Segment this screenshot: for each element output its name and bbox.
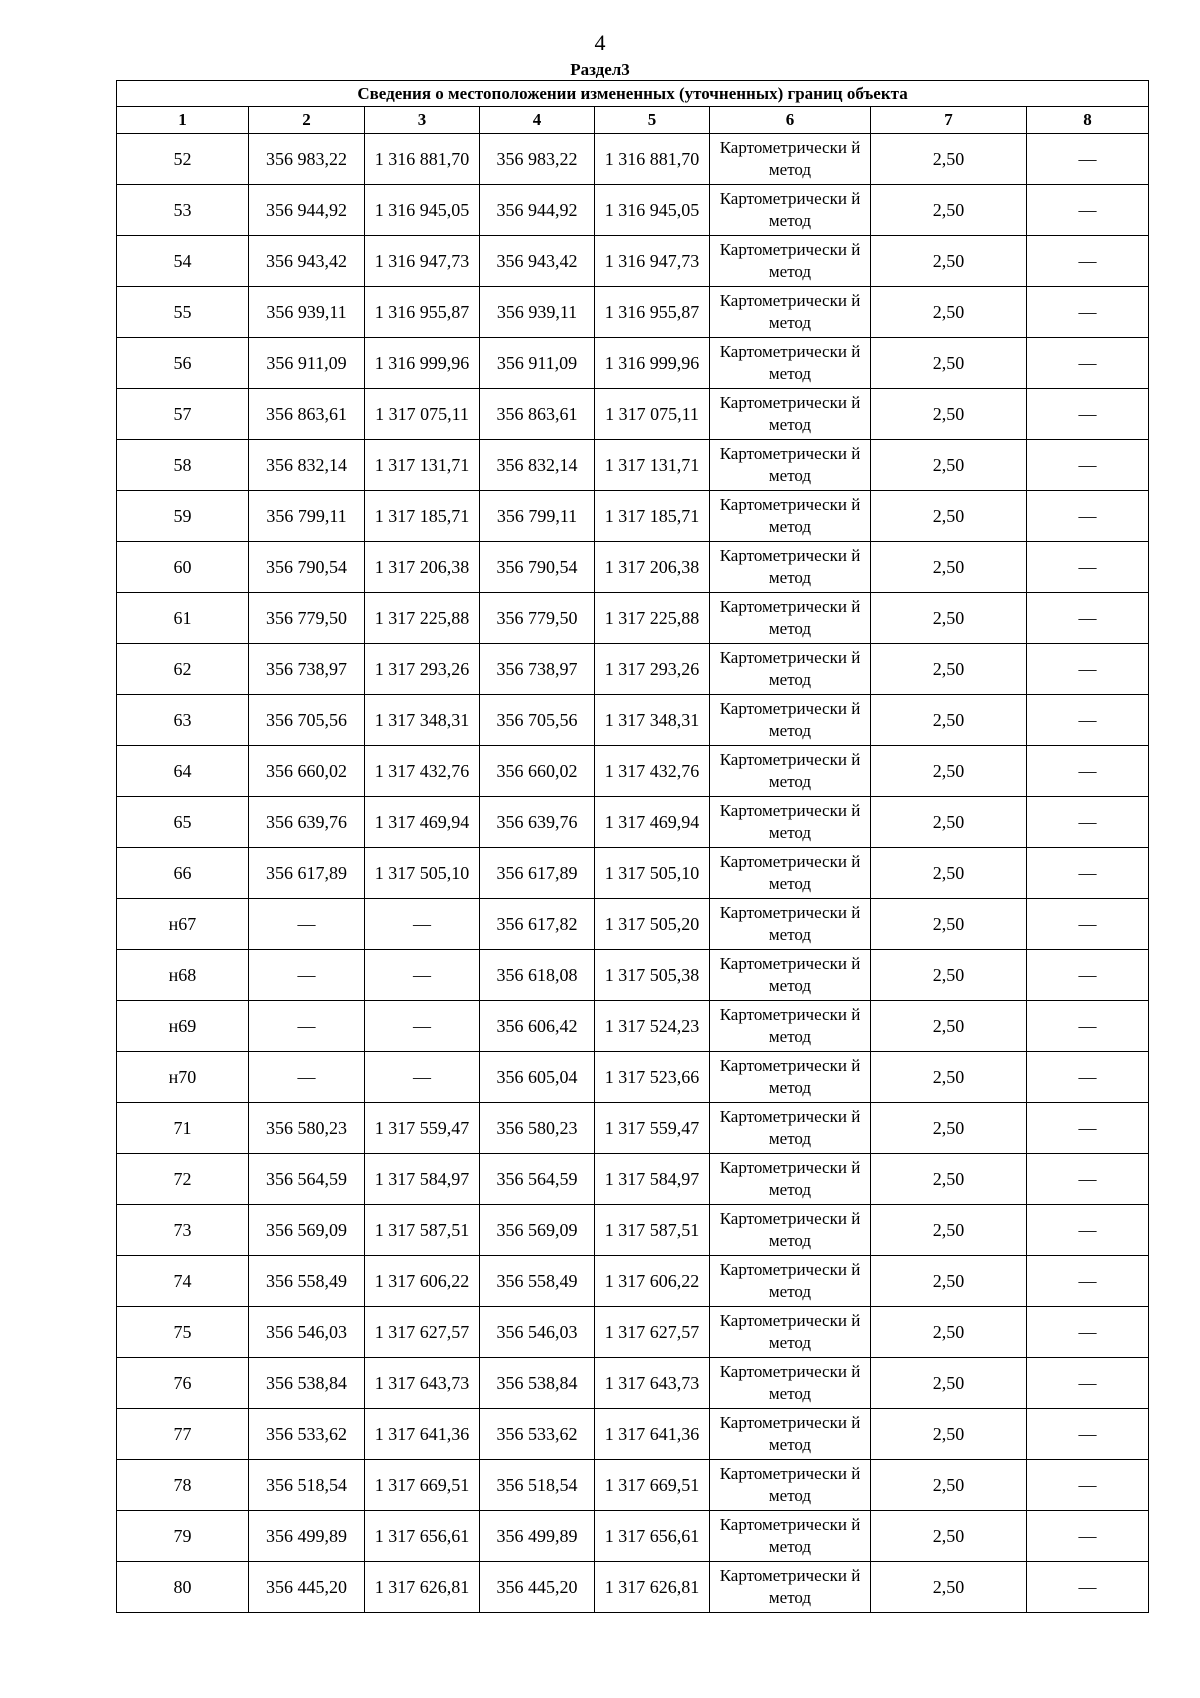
accuracy-cell: 2,50 — [871, 1562, 1027, 1613]
refined-y-cell: 1 317 656,61 — [595, 1511, 710, 1562]
existing-x-cell: 356 445,20 — [249, 1562, 365, 1613]
point-number-cell: 61 — [117, 593, 249, 644]
point-number-cell: 54 — [117, 236, 249, 287]
description-cell: — — [1027, 1052, 1149, 1103]
description-cell: — — [1027, 797, 1149, 848]
point-number-cell: 55 — [117, 287, 249, 338]
method-cell: Картометрически й метод — [710, 593, 871, 644]
method-cell: Картометрически й метод — [710, 1307, 871, 1358]
existing-y-cell: 1 316 955,87 — [365, 287, 480, 338]
existing-x-cell: 356 660,02 — [249, 746, 365, 797]
accuracy-cell: 2,50 — [871, 950, 1027, 1001]
method-cell: Картометрически й метод — [710, 287, 871, 338]
point-number-cell: 58 — [117, 440, 249, 491]
point-number-cell: 73 — [117, 1205, 249, 1256]
point-number-cell: н69 — [117, 1001, 249, 1052]
refined-x-cell: 356 538,84 — [480, 1358, 595, 1409]
accuracy-cell: 2,50 — [871, 389, 1027, 440]
refined-y-cell: 1 317 206,38 — [595, 542, 710, 593]
accuracy-cell: 2,50 — [871, 440, 1027, 491]
existing-x-cell: 356 705,56 — [249, 695, 365, 746]
existing-y-cell: 1 316 945,05 — [365, 185, 480, 236]
point-number-cell: 72 — [117, 1154, 249, 1205]
existing-x-cell: 356 546,03 — [249, 1307, 365, 1358]
point-number-cell: 78 — [117, 1460, 249, 1511]
accuracy-cell: 2,50 — [871, 134, 1027, 185]
existing-y-cell: 1 317 584,97 — [365, 1154, 480, 1205]
point-number-cell: 60 — [117, 542, 249, 593]
existing-y-cell: — — [365, 950, 480, 1001]
table-row — [117, 134, 1149, 185]
refined-x-cell: 356 939,11 — [480, 287, 595, 338]
table-row — [117, 644, 1149, 695]
boundary-coordinates-table — [116, 80, 1149, 1613]
description-cell: — — [1027, 134, 1149, 185]
description-cell: — — [1027, 1154, 1149, 1205]
method-cell: Картометрически й метод — [710, 1256, 871, 1307]
existing-y-cell: 1 317 206,38 — [365, 542, 480, 593]
method-cell: Картометрически й метод — [710, 746, 871, 797]
existing-x-cell: 356 779,50 — [249, 593, 365, 644]
existing-x-cell: — — [249, 1052, 365, 1103]
accuracy-cell: 2,50 — [871, 185, 1027, 236]
existing-x-cell: 356 944,92 — [249, 185, 365, 236]
refined-x-cell: 356 799,11 — [480, 491, 595, 542]
existing-x-cell: 356 564,59 — [249, 1154, 365, 1205]
table-row — [117, 1358, 1149, 1409]
refined-y-cell: 1 317 524,23 — [595, 1001, 710, 1052]
accuracy-cell: 2,50 — [871, 236, 1027, 287]
refined-x-cell: 356 546,03 — [480, 1307, 595, 1358]
refined-x-cell: 356 943,42 — [480, 236, 595, 287]
method-cell: Картометрически й метод — [710, 1409, 871, 1460]
refined-y-cell: 1 316 945,05 — [595, 185, 710, 236]
refined-x-cell: 356 832,14 — [480, 440, 595, 491]
refined-x-cell: 356 564,59 — [480, 1154, 595, 1205]
description-cell: — — [1027, 593, 1149, 644]
table-row — [117, 1409, 1149, 1460]
existing-y-cell: 1 317 587,51 — [365, 1205, 480, 1256]
existing-x-cell: — — [249, 899, 365, 950]
accuracy-cell: 2,50 — [871, 899, 1027, 950]
refined-x-cell: 356 558,49 — [480, 1256, 595, 1307]
point-number-cell: 57 — [117, 389, 249, 440]
column-header: 3 — [365, 107, 480, 134]
existing-y-cell: 1 316 881,70 — [365, 134, 480, 185]
existing-x-cell: 356 738,97 — [249, 644, 365, 695]
existing-x-cell: 356 558,49 — [249, 1256, 365, 1307]
existing-y-cell: 1 317 348,31 — [365, 695, 480, 746]
column-header: 2 — [249, 107, 365, 134]
method-cell: Картометрически й метод — [710, 950, 871, 1001]
refined-x-cell: 356 499,89 — [480, 1511, 595, 1562]
refined-x-cell: 356 639,76 — [480, 797, 595, 848]
table-row — [117, 236, 1149, 287]
table-row — [117, 1001, 1149, 1052]
refined-x-cell: 356 605,04 — [480, 1052, 595, 1103]
refined-x-cell: 356 790,54 — [480, 542, 595, 593]
table-body — [117, 134, 1149, 1613]
table-row — [117, 1103, 1149, 1154]
refined-y-cell: 1 317 293,26 — [595, 644, 710, 695]
refined-y-cell: 1 317 627,57 — [595, 1307, 710, 1358]
refined-y-cell: 1 317 669,51 — [595, 1460, 710, 1511]
accuracy-cell: 2,50 — [871, 287, 1027, 338]
point-number-cell: 75 — [117, 1307, 249, 1358]
existing-x-cell: 356 639,76 — [249, 797, 365, 848]
method-cell: Картометрически й метод — [710, 1511, 871, 1562]
existing-x-cell: 356 799,11 — [249, 491, 365, 542]
method-cell: Картометрически й метод — [710, 440, 871, 491]
method-cell: Картометрически й метод — [710, 695, 871, 746]
method-cell: Картометрически й метод — [710, 848, 871, 899]
description-cell: — — [1027, 491, 1149, 542]
existing-y-cell: — — [365, 1001, 480, 1052]
refined-y-cell: 1 317 505,38 — [595, 950, 710, 1001]
existing-y-cell: 1 317 469,94 — [365, 797, 480, 848]
description-cell: — — [1027, 185, 1149, 236]
existing-y-cell: 1 317 669,51 — [365, 1460, 480, 1511]
accuracy-cell: 2,50 — [871, 1460, 1027, 1511]
description-cell: — — [1027, 236, 1149, 287]
point-number-cell: 53 — [117, 185, 249, 236]
existing-y-cell: 1 317 131,71 — [365, 440, 480, 491]
accuracy-cell: 2,50 — [871, 338, 1027, 389]
table-row — [117, 1256, 1149, 1307]
refined-y-cell: 1 317 432,76 — [595, 746, 710, 797]
existing-y-cell: 1 317 293,26 — [365, 644, 480, 695]
existing-x-cell: 356 863,61 — [249, 389, 365, 440]
refined-y-cell: 1 317 225,88 — [595, 593, 710, 644]
refined-y-cell: 1 317 643,73 — [595, 1358, 710, 1409]
existing-y-cell: 1 317 559,47 — [365, 1103, 480, 1154]
refined-x-cell: 356 617,82 — [480, 899, 595, 950]
description-cell: — — [1027, 440, 1149, 491]
refined-y-cell: 1 317 348,31 — [595, 695, 710, 746]
existing-x-cell: 356 832,14 — [249, 440, 365, 491]
refined-x-cell: 356 911,09 — [480, 338, 595, 389]
page-number: 4 — [594, 30, 606, 55]
refined-y-cell: 1 317 075,11 — [595, 389, 710, 440]
description-cell: — — [1027, 542, 1149, 593]
description-cell: — — [1027, 899, 1149, 950]
point-number-cell: 79 — [117, 1511, 249, 1562]
table-row — [117, 1154, 1149, 1205]
table-row — [117, 695, 1149, 746]
accuracy-cell: 2,50 — [871, 542, 1027, 593]
column-header: 1 — [117, 107, 249, 134]
accuracy-cell: 2,50 — [871, 1307, 1027, 1358]
method-cell: Картометрически й метод — [710, 1103, 871, 1154]
description-cell: — — [1027, 1409, 1149, 1460]
accuracy-cell: 2,50 — [871, 1205, 1027, 1256]
existing-y-cell: 1 317 185,71 — [365, 491, 480, 542]
refined-x-cell: 356 606,42 — [480, 1001, 595, 1052]
point-number-cell: 74 — [117, 1256, 249, 1307]
point-number-cell: 56 — [117, 338, 249, 389]
accuracy-cell: 2,50 — [871, 848, 1027, 899]
point-number-cell: 80 — [117, 1562, 249, 1613]
existing-y-cell: — — [365, 1052, 480, 1103]
refined-y-cell: 1 317 185,71 — [595, 491, 710, 542]
column-header: 4 — [480, 107, 595, 134]
refined-x-cell: 356 569,09 — [480, 1205, 595, 1256]
table-row — [117, 746, 1149, 797]
method-cell: Картометрически й метод — [710, 1358, 871, 1409]
refined-x-cell: 356 738,97 — [480, 644, 595, 695]
method-cell: Картометрически й метод — [710, 1562, 871, 1613]
existing-x-cell: 356 617,89 — [249, 848, 365, 899]
accuracy-cell: 2,50 — [871, 1409, 1027, 1460]
point-number-cell: 63 — [117, 695, 249, 746]
accuracy-cell: 2,50 — [871, 746, 1027, 797]
table-row — [117, 440, 1149, 491]
refined-y-cell: 1 316 955,87 — [595, 287, 710, 338]
refined-x-cell: 356 705,56 — [480, 695, 595, 746]
table-row — [117, 1052, 1149, 1103]
accuracy-cell: 2,50 — [871, 1052, 1027, 1103]
description-cell: — — [1027, 1256, 1149, 1307]
existing-x-cell: — — [249, 950, 365, 1001]
refined-x-cell: 356 863,61 — [480, 389, 595, 440]
description-cell: — — [1027, 338, 1149, 389]
table-row — [117, 1307, 1149, 1358]
method-cell: Картометрически й метод — [710, 491, 871, 542]
point-number-cell: 62 — [117, 644, 249, 695]
method-cell: Картометрически й метод — [710, 1001, 871, 1052]
refined-x-cell: 356 445,20 — [480, 1562, 595, 1613]
description-cell: — — [1027, 1562, 1149, 1613]
table-row — [117, 542, 1149, 593]
refined-y-cell: 1 316 999,96 — [595, 338, 710, 389]
description-cell: — — [1027, 1103, 1149, 1154]
point-number-cell: н68 — [117, 950, 249, 1001]
existing-y-cell: 1 317 505,10 — [365, 848, 480, 899]
method-cell: Картометрически й метод — [710, 389, 871, 440]
accuracy-cell: 2,50 — [871, 1001, 1027, 1052]
description-cell: — — [1027, 848, 1149, 899]
column-header: 7 — [871, 107, 1027, 134]
existing-y-cell: 1 316 947,73 — [365, 236, 480, 287]
table-row — [117, 1562, 1149, 1613]
existing-y-cell: 1 316 999,96 — [365, 338, 480, 389]
existing-x-cell: 356 533,62 — [249, 1409, 365, 1460]
column-header: 5 — [595, 107, 710, 134]
refined-x-cell: 356 944,92 — [480, 185, 595, 236]
refined-x-cell: 356 518,54 — [480, 1460, 595, 1511]
point-number-cell: 77 — [117, 1409, 249, 1460]
accuracy-cell: 2,50 — [871, 1256, 1027, 1307]
existing-y-cell: 1 317 225,88 — [365, 593, 480, 644]
description-cell: — — [1027, 695, 1149, 746]
refined-y-cell: 1 317 606,22 — [595, 1256, 710, 1307]
existing-y-cell: 1 317 641,36 — [365, 1409, 480, 1460]
description-cell: — — [1027, 1460, 1149, 1511]
table-row — [117, 185, 1149, 236]
description-cell: — — [1027, 1358, 1149, 1409]
accuracy-cell: 2,50 — [871, 1511, 1027, 1562]
point-number-cell: н70 — [117, 1052, 249, 1103]
method-cell: Картометрически й метод — [710, 338, 871, 389]
existing-x-cell: 356 943,42 — [249, 236, 365, 287]
refined-y-cell: 1 317 505,10 — [595, 848, 710, 899]
method-cell: Картометрически й метод — [710, 899, 871, 950]
existing-x-cell: 356 580,23 — [249, 1103, 365, 1154]
existing-x-cell: 356 499,89 — [249, 1511, 365, 1562]
table-row — [117, 950, 1149, 1001]
point-number-cell: 64 — [117, 746, 249, 797]
existing-y-cell: 1 317 606,22 — [365, 1256, 480, 1307]
existing-x-cell: 356 569,09 — [249, 1205, 365, 1256]
existing-y-cell: 1 317 626,81 — [365, 1562, 480, 1613]
refined-y-cell: 1 316 947,73 — [595, 236, 710, 287]
description-cell: — — [1027, 644, 1149, 695]
point-number-cell: 71 — [117, 1103, 249, 1154]
refined-y-cell: 1 317 587,51 — [595, 1205, 710, 1256]
method-cell: Картометрически й метод — [710, 1205, 871, 1256]
table-row — [117, 287, 1149, 338]
accuracy-cell: 2,50 — [871, 593, 1027, 644]
table-row — [117, 491, 1149, 542]
description-cell: — — [1027, 1001, 1149, 1052]
refined-x-cell: 356 660,02 — [480, 746, 595, 797]
existing-y-cell: 1 317 432,76 — [365, 746, 480, 797]
table-row — [117, 389, 1149, 440]
method-cell: Картометрически й метод — [710, 185, 871, 236]
table-row — [117, 848, 1149, 899]
refined-y-cell: 1 317 469,94 — [595, 797, 710, 848]
existing-x-cell: — — [249, 1001, 365, 1052]
refined-x-cell: 356 618,08 — [480, 950, 595, 1001]
table-row — [117, 338, 1149, 389]
method-cell: Картометрически й метод — [710, 1052, 871, 1103]
table-caption: Сведения о местоположении измененных (уточненных) границ объекта — [117, 81, 1149, 107]
method-cell: Картометрически й метод — [710, 1460, 871, 1511]
refined-x-cell: 356 580,23 — [480, 1103, 595, 1154]
table-row — [117, 593, 1149, 644]
table-row — [117, 797, 1149, 848]
accuracy-cell: 2,50 — [871, 1103, 1027, 1154]
method-cell: Картометрически й метод — [710, 542, 871, 593]
method-cell: Картометрически й метод — [710, 797, 871, 848]
refined-y-cell: 1 317 584,97 — [595, 1154, 710, 1205]
description-cell: — — [1027, 950, 1149, 1001]
existing-x-cell: 356 983,22 — [249, 134, 365, 185]
table-row — [117, 1460, 1149, 1511]
refined-y-cell: 1 317 626,81 — [595, 1562, 710, 1613]
table-row — [117, 1511, 1149, 1562]
existing-y-cell: 1 317 075,11 — [365, 389, 480, 440]
description-cell: — — [1027, 1511, 1149, 1562]
method-cell: Картометрически й метод — [710, 134, 871, 185]
description-cell: — — [1027, 746, 1149, 797]
refined-y-cell: 1 316 881,70 — [595, 134, 710, 185]
existing-y-cell: 1 317 627,57 — [365, 1307, 480, 1358]
refined-y-cell: 1 317 131,71 — [595, 440, 710, 491]
accuracy-cell: 2,50 — [871, 797, 1027, 848]
existing-x-cell: 356 911,09 — [249, 338, 365, 389]
point-number-cell: 52 — [117, 134, 249, 185]
column-header: 8 — [1027, 107, 1149, 134]
method-cell: Картометрически й метод — [710, 236, 871, 287]
point-number-cell: 59 — [117, 491, 249, 542]
column-header-row — [117, 107, 1149, 134]
table-row — [117, 899, 1149, 950]
existing-x-cell: 356 518,54 — [249, 1460, 365, 1511]
method-cell: Картометрически й метод — [710, 644, 871, 695]
description-cell: — — [1027, 287, 1149, 338]
existing-y-cell: 1 317 656,61 — [365, 1511, 480, 1562]
existing-x-cell: 356 790,54 — [249, 542, 365, 593]
description-cell: — — [1027, 1205, 1149, 1256]
refined-y-cell: 1 317 559,47 — [595, 1103, 710, 1154]
refined-y-cell: 1 317 505,20 — [595, 899, 710, 950]
refined-x-cell: 356 617,89 — [480, 848, 595, 899]
description-cell: — — [1027, 1307, 1149, 1358]
point-number-cell: 66 — [117, 848, 249, 899]
accuracy-cell: 2,50 — [871, 491, 1027, 542]
existing-x-cell: 356 538,84 — [249, 1358, 365, 1409]
existing-y-cell: — — [365, 899, 480, 950]
table-row — [117, 1205, 1149, 1256]
existing-x-cell: 356 939,11 — [249, 287, 365, 338]
section-title: Раздел3 — [570, 60, 630, 79]
accuracy-cell: 2,50 — [871, 695, 1027, 746]
description-cell: — — [1027, 389, 1149, 440]
refined-x-cell: 356 533,62 — [480, 1409, 595, 1460]
method-cell: Картометрически й метод — [710, 1154, 871, 1205]
point-number-cell: 65 — [117, 797, 249, 848]
point-number-cell: н67 — [117, 899, 249, 950]
column-header: 6 — [710, 107, 871, 134]
refined-x-cell: 356 779,50 — [480, 593, 595, 644]
point-number-cell: 76 — [117, 1358, 249, 1409]
accuracy-cell: 2,50 — [871, 1358, 1027, 1409]
accuracy-cell: 2,50 — [871, 1154, 1027, 1205]
refined-y-cell: 1 317 641,36 — [595, 1409, 710, 1460]
refined-y-cell: 1 317 523,66 — [595, 1052, 710, 1103]
refined-x-cell: 356 983,22 — [480, 134, 595, 185]
accuracy-cell: 2,50 — [871, 644, 1027, 695]
existing-y-cell: 1 317 643,73 — [365, 1358, 480, 1409]
